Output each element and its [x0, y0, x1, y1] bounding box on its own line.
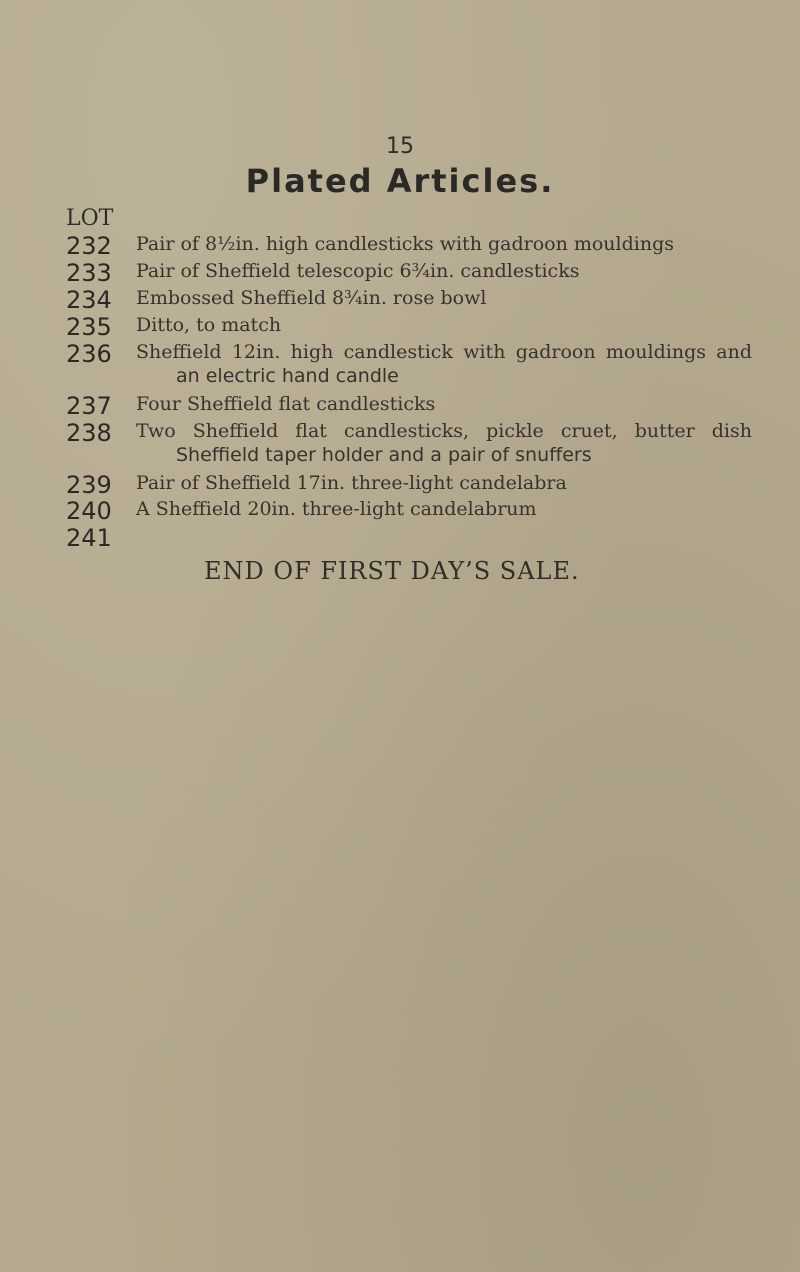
lot-description: Two Sheffield flat candlesticks, pickle cruet, butter dish	[136, 420, 752, 442]
lot-description: Pair of Sheffield telescopic 6¾in. candlesticks	[136, 260, 580, 282]
lot-number: 237	[66, 392, 112, 420]
lot-column-header: LOT	[66, 206, 114, 231]
lot-number: 239	[66, 471, 112, 499]
lot-description: Sheffield 12in. high candlestick with gadroon mouldings and	[136, 341, 752, 363]
lot-number: 240	[66, 497, 112, 525]
lot-number: 238	[66, 419, 112, 447]
lot-description: A Sheffield 20in. three-light candelabrum	[136, 498, 537, 520]
lot-description-continuation: Sheffield taper holder and a pair of snuffers	[176, 444, 592, 466]
lot-number: 236	[66, 340, 112, 368]
lot-number: 234	[66, 286, 112, 314]
page-number: 15	[386, 134, 414, 159]
end-of-sale-note: END OF FIRST DAY’S SALE.	[204, 557, 580, 585]
lot-number: 233	[66, 259, 112, 287]
lot-description: Pair of 8½in. high candlesticks with gadroon mouldings	[136, 233, 675, 255]
lot-description: Embossed Sheffield 8¾in. rose bowl	[136, 287, 487, 309]
lot-number: 241	[66, 524, 112, 552]
lot-description: Pair of Sheffield 17in. three-light candelabra	[136, 472, 567, 494]
lot-number: 232	[66, 232, 112, 260]
section-title: Plated Articles.	[245, 162, 555, 200]
lot-number: 235	[66, 313, 112, 341]
lot-description: Ditto, to match	[136, 314, 282, 336]
lot-description: Four Sheffield flat candlesticks	[136, 393, 436, 415]
lot-description-continuation: an electric hand candle	[176, 365, 399, 387]
